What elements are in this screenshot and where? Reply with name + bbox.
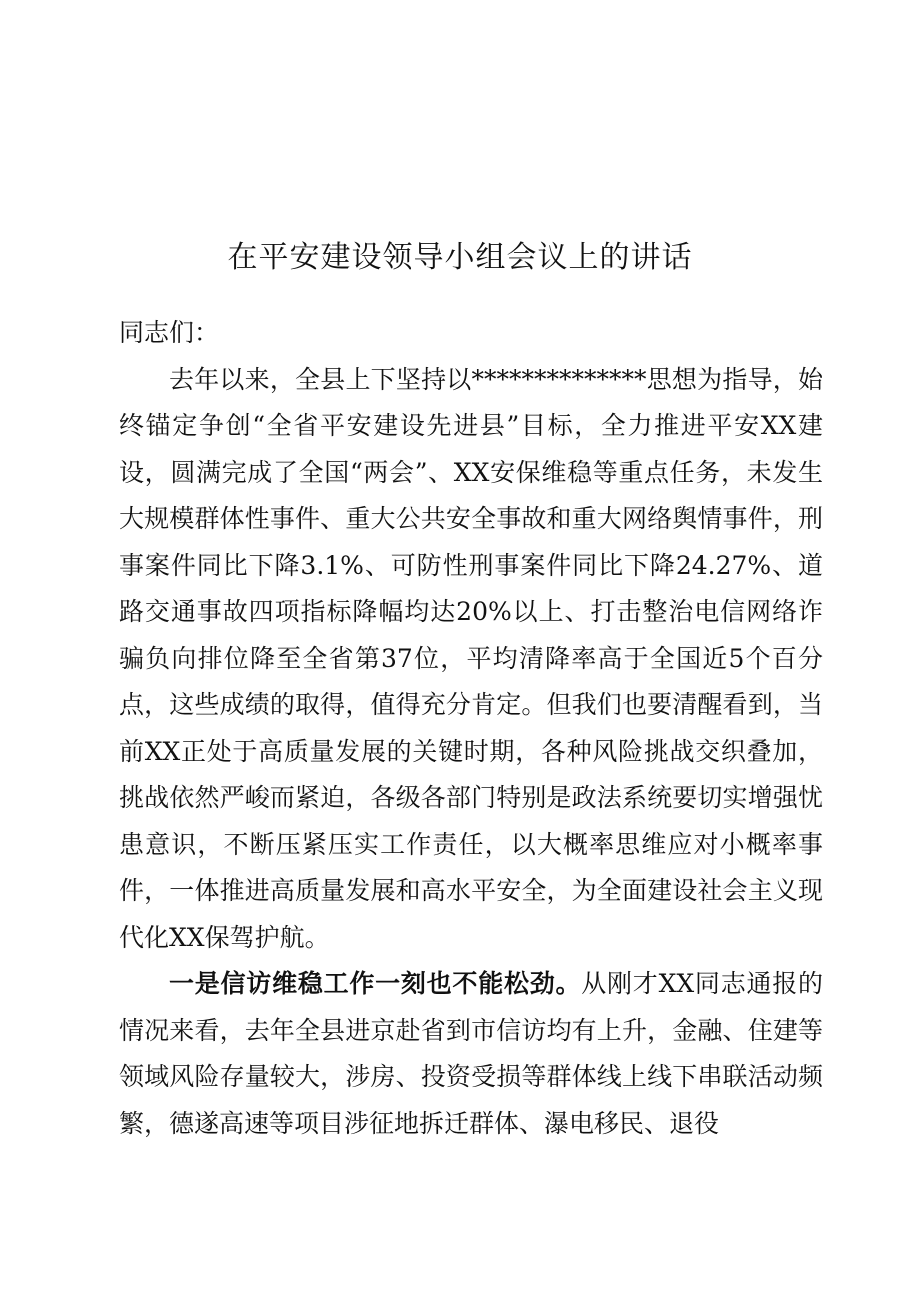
- paragraph-petition: [119, 961, 823, 1147]
- paragraph-intro: [119, 357, 823, 962]
- greeting: 同志们：: [119, 318, 220, 347]
- document-title: 在平安建设领导小组会议上的讲话: [227, 240, 693, 276]
- paragraph-text: 去年以来，全县上下坚持以**************思想为指导，始终锚定争创“全省平安建设先进县”目标，全力推进平安XX建设，圆满完成了全国“两会”、XX安保维稳等重点任务，未发生大规模群体性事件、重大公共安全事故和重大网络舆情事件，刑事案件同比下降3.1%、可防性刑事案件同比下降24.27%、道路交通事故四项指标降幅均达20%以上、打击整治电信网络诈骗负向排位降至全省第37位，平均清降率高于全国近5个百分点，这些成绩的取得，值得充分肯定。但我们也要清醒看到，当前XX正处于高质量发展的关键时期，各种风险挑战交织叠加，挑战依然严峻而紧迫，各级各部门特别是政法系统要切实增强忧患意识，不断压紧压实工作责任，以大概率思维应对小概率事件，一体推进高质量发展和高水平安全，为全面建设社会主义现代化XX保驾护航。: [119, 364, 823, 952]
- paragraph-text: 从刚才XX同志通报的情况来看，去年全县进京赴省到市信访均有上升，金融、住建等领域风险存量较大，涉房、投资受损等群体线上线下串联活动频繁，德遂高速等项目涉征地拆迁群体、瀑电移民、退役: [119, 969, 823, 1138]
- document-body: [119, 310, 823, 1147]
- paragraph-lead: 一是信访维稳工作一刻也不能松劲。: [169, 969, 582, 998]
